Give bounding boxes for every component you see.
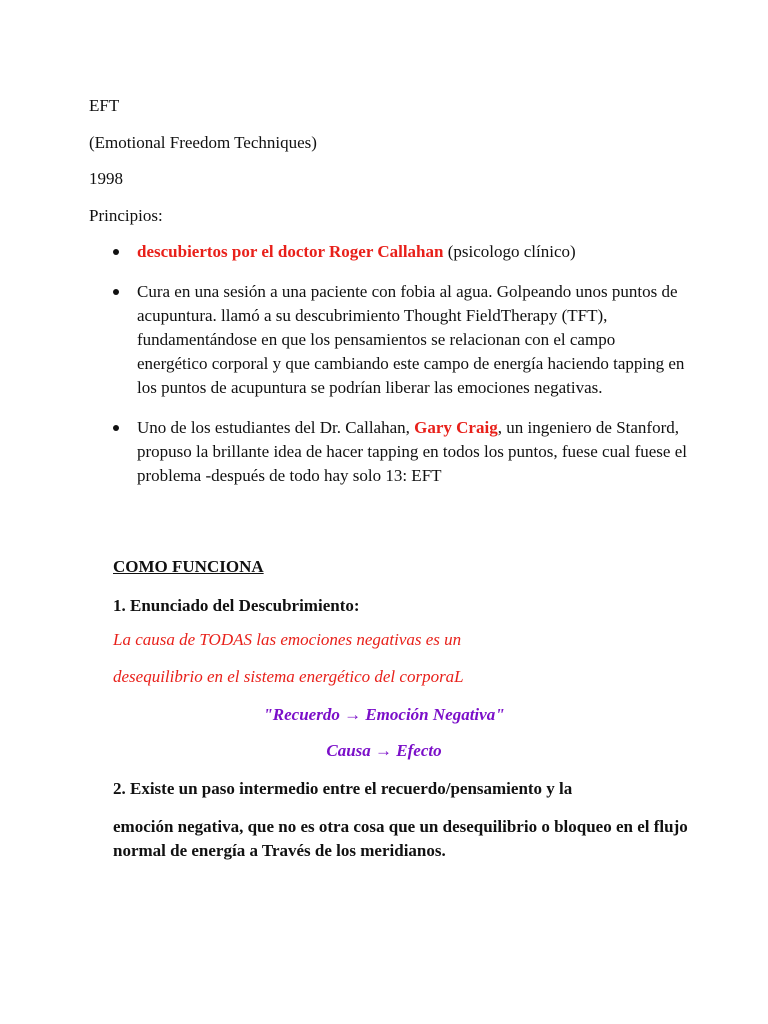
formula-recuerdo: "Recuerdo → Emoción Negativa" (263, 705, 505, 724)
step-1-line-1: La causa de TODAS las emociones negativas es un (113, 630, 462, 649)
bullet-1-rest: (psicologo clínico) (443, 242, 576, 261)
formula-causa: Causa → Efecto (326, 741, 442, 760)
bullet-3-post: , un ingeniero de Stanford, propuso la brillante idea de hacer tapping en todos los puntos, fuese cual fuese el problema -después de todo hay solo 13: EFT (137, 418, 687, 485)
bullet-icon (113, 249, 119, 255)
step-1-line-2: desequilibrio en el sistema energético del corporaL (113, 667, 464, 686)
gary-craig-highlight: Gary Craig (414, 418, 498, 437)
bullet-2-text: Cura en una sesión a una paciente con fobia al agua. Golpeando unos puntos de acupuntura. llamó a su descubrimiento Thought FieldTherapy (TFT), fundamentándose en que los pensamientos se relacionan con el campo energético corporal y que cambiando este campo de energía haciendo tapping en los puntos de acupuntura se podrían liberar las emociones negativas. (137, 282, 685, 397)
step-1-title: 1. Enunciado del Descubrimiento: (113, 596, 360, 615)
bullet-icon (113, 289, 119, 295)
doc-year: 1998 (89, 169, 123, 188)
doc-title: EFT (89, 96, 120, 115)
doc-subtitle: (Emotional Freedom Techniques) (89, 133, 317, 152)
list-item (89, 280, 689, 400)
list-item (89, 416, 689, 488)
principles-list (89, 240, 689, 504)
callahan-highlight: descubiertos por el doctor Roger Callahan (137, 242, 444, 261)
step-2-body: emoción negativa, que no es otra cosa que un desequilibrio o bloqueo en el flujo normal de energía a Través de los meridianos. (113, 817, 688, 860)
step-2-title: 2. Existe un paso intermedio entre el recuerdo/pensamiento y la (113, 779, 573, 798)
principles-label: Principios: (89, 206, 163, 225)
bullet-3-pre: Uno de los estudiantes del Dr. Callahan, (137, 418, 415, 437)
bullet-icon (113, 425, 119, 431)
list-item (89, 240, 689, 264)
section-title: COMO FUNCIONA (113, 557, 264, 576)
